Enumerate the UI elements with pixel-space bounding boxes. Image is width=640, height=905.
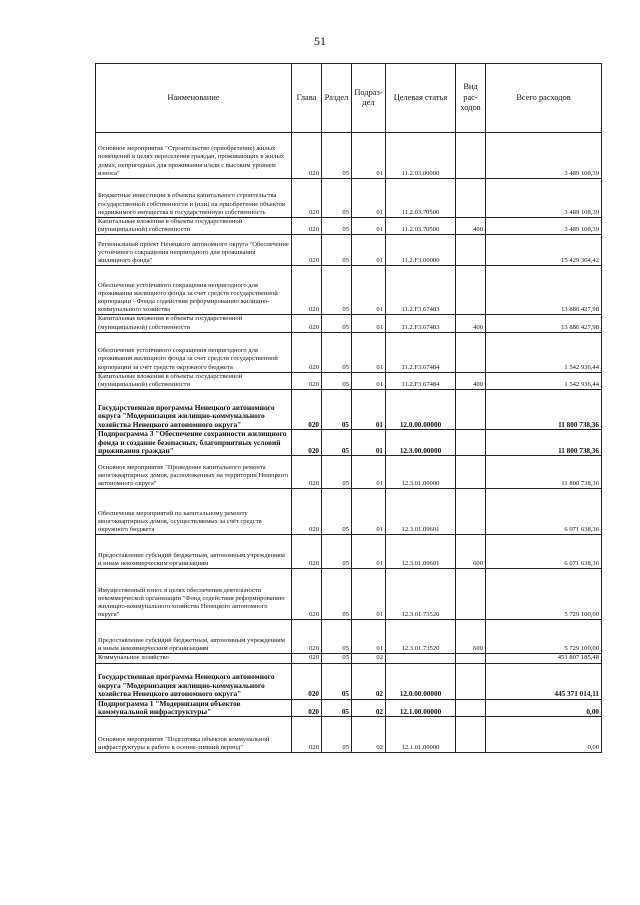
cell-target: 11.2.F3.67484 xyxy=(386,372,456,389)
table-row xyxy=(96,266,602,315)
cell-vid: 400 xyxy=(456,315,486,332)
cell-podrazdel: 01 xyxy=(352,332,386,372)
table-row xyxy=(96,535,602,569)
cell-razdel: 05 xyxy=(322,456,352,489)
cell-glava: 020 xyxy=(292,654,322,663)
cell-total: 3 489 108,39 xyxy=(486,218,602,235)
cell-target: 12.1.00.00000 xyxy=(386,699,456,717)
cell-razdel: 05 xyxy=(322,620,352,654)
cell-razdel: 05 xyxy=(322,569,352,620)
cell-podrazdel: 02 xyxy=(352,663,386,699)
cell-target: 12.3.01.00000 xyxy=(386,456,456,489)
cell-total: 445 371 014,11 xyxy=(486,663,602,699)
cell-razdel: 05 xyxy=(322,218,352,235)
cell-vid: 400 xyxy=(456,372,486,389)
cell-vid xyxy=(456,133,486,179)
cell-total: 1 542 936,44 xyxy=(486,372,602,389)
cell-podrazdel: 01 xyxy=(352,430,386,456)
table-row xyxy=(96,654,602,663)
cell-total: 11 800 738,36 xyxy=(486,456,602,489)
cell-total: 5 729 100,00 xyxy=(486,620,602,654)
table-row xyxy=(96,699,602,717)
cell-glava: 020 xyxy=(292,456,322,489)
cell-podrazdel: 01 xyxy=(352,569,386,620)
cell-total: 5 729 100,00 xyxy=(486,569,602,620)
cell-vid xyxy=(456,266,486,315)
cell-podrazdel: 01 xyxy=(352,620,386,654)
table-row xyxy=(96,489,602,535)
cell-podrazdel: 01 xyxy=(352,218,386,235)
cell-total: 13 886 427,98 xyxy=(486,266,602,315)
cell-vid xyxy=(456,699,486,717)
table-row xyxy=(96,569,602,620)
cell-name: Подпрограмма 1 "Модернизация объектов коммунальной инфраструктуры" xyxy=(96,699,292,717)
cell-glava: 020 xyxy=(292,235,322,266)
cell-glava: 020 xyxy=(292,489,322,535)
cell-podrazdel: 01 xyxy=(352,456,386,489)
cell-name: Подпрограмма 3 "Обеспечение сохранности жилищного фонда и создание безопасных, благоприятных условий проживания граждан" xyxy=(96,430,292,456)
cell-total: 6 071 638,36 xyxy=(486,489,602,535)
cell-name: Имущественный взнос в целях обеспечения деятельности некоммерческой организации "Фонд содействия реформированию жилищно-коммунального хозяйства Ненецкого автономного округа" xyxy=(96,569,292,620)
cell-total: 6 071 638,36 xyxy=(486,535,602,569)
table-row xyxy=(96,456,602,489)
cell-vid xyxy=(456,456,486,489)
cell-name: Капитальные вложения в объекты государственной (муниципальной) собственности xyxy=(96,218,292,235)
cell-podrazdel: 01 xyxy=(352,315,386,332)
cell-glava: 020 xyxy=(292,218,322,235)
cell-name: Коммунальное хозяйство xyxy=(96,654,292,663)
cell-razdel: 05 xyxy=(322,266,352,315)
table-row xyxy=(96,717,602,753)
table-row xyxy=(96,133,602,179)
cell-target: 11.2.F3.67483 xyxy=(386,315,456,332)
cell-glava: 020 xyxy=(292,332,322,372)
cell-name: Предоставление субсидий бюджетным, автономным учреждениям и иным некоммерческим организациям xyxy=(96,535,292,569)
cell-target: 12.3.01.09601 xyxy=(386,535,456,569)
cell-vid xyxy=(456,390,486,430)
cell-target: 12.0.00.00000 xyxy=(386,390,456,430)
cell-glava: 020 xyxy=(292,372,322,389)
cell-name: Основное мероприятие "Проведение капитального ремонта многоквартирных домов, расположенных на территории Ненецкого автономного округа" xyxy=(96,456,292,489)
cell-vid xyxy=(456,717,486,753)
cell-vid: 400 xyxy=(456,218,486,235)
cell-glava: 020 xyxy=(292,179,322,218)
cell-name: Капитальные вложения в объекты государственной (муниципальной) собственности xyxy=(96,372,292,389)
cell-target xyxy=(386,654,456,663)
cell-vid xyxy=(456,179,486,218)
cell-podrazdel: 02 xyxy=(352,699,386,717)
header-razdel: Раздел xyxy=(322,64,352,133)
cell-razdel: 05 xyxy=(322,133,352,179)
cell-glava: 020 xyxy=(292,535,322,569)
cell-target: 11.2.F3.67484 xyxy=(386,332,456,372)
cell-razdel: 05 xyxy=(322,372,352,389)
cell-glava: 020 xyxy=(292,663,322,699)
cell-target: 12.3.01.73520 xyxy=(386,620,456,654)
header-podrazdel: Подраз-дел xyxy=(352,64,386,133)
header-vid: Вид рас-ходов xyxy=(456,64,486,133)
header-total: Всего расходов xyxy=(486,64,602,133)
cell-name: Основное мероприятие "Подготовка объектов коммунальной инфраструктуры к работе в осенне-зимний период" xyxy=(96,717,292,753)
cell-vid xyxy=(456,235,486,266)
cell-podrazdel: 01 xyxy=(352,535,386,569)
table-row xyxy=(96,332,602,372)
cell-glava: 020 xyxy=(292,699,322,717)
cell-name: Обеспечение мероприятий по капитальному ремонту многоквартирных домов, осуществляемых за счёт средств окружного бюджета xyxy=(96,489,292,535)
cell-target: 11.2.03.70500 xyxy=(386,179,456,218)
cell-razdel: 05 xyxy=(322,315,352,332)
cell-podrazdel: 01 xyxy=(352,372,386,389)
cell-razdel: 05 xyxy=(322,535,352,569)
cell-total: 3 489 108,39 xyxy=(486,133,602,179)
cell-vid: 600 xyxy=(456,620,486,654)
cell-vid xyxy=(456,489,486,535)
cell-vid xyxy=(456,663,486,699)
cell-razdel: 05 xyxy=(322,663,352,699)
cell-razdel: 05 xyxy=(322,717,352,753)
table-row xyxy=(96,235,602,266)
cell-total: 11 800 738,36 xyxy=(486,430,602,456)
cell-total: 451 807 185,48 xyxy=(486,654,602,663)
cell-vid xyxy=(456,430,486,456)
table-row xyxy=(96,620,602,654)
cell-glava: 020 xyxy=(292,133,322,179)
cell-glava: 020 xyxy=(292,266,322,315)
budget-table xyxy=(95,63,602,753)
table-row xyxy=(96,218,602,235)
cell-target: 12.3.00.00000 xyxy=(386,430,456,456)
table-row xyxy=(96,179,602,218)
header-name: Наименование xyxy=(96,64,292,133)
cell-glava: 020 xyxy=(292,569,322,620)
cell-name: Предоставление субсидий бюджетным, автономным учреждениям и иным некоммерческим организациям xyxy=(96,620,292,654)
cell-vid xyxy=(456,332,486,372)
cell-name: Региональный проект Ненецкого автономного округа "Обеспечение устойчивого сокращения непригодного для проживания жилищного фонда" xyxy=(96,235,292,266)
table-row xyxy=(96,390,602,430)
cell-podrazdel: 01 xyxy=(352,266,386,315)
cell-name: Обеспечение устойчивого сокращения непригодного для проживания жилищного фонда за счет средств государственной корпорации - Фонда содействия реформированию жилищно-коммунального хозяйства xyxy=(96,266,292,315)
cell-razdel: 05 xyxy=(322,390,352,430)
cell-target: 11.2.03.00000 xyxy=(386,133,456,179)
cell-name: Капитальные вложения в объекты государственной (муниципальной) собственности xyxy=(96,315,292,332)
cell-name: Государственная программа Ненецкого автономного округа "Модернизация жилищно-коммунального хозяйства Ненецкого автономного округа" xyxy=(96,663,292,699)
cell-total: 11 800 738,36 xyxy=(486,390,602,430)
table-row xyxy=(96,663,602,699)
cell-total: 3 489 108,39 xyxy=(486,179,602,218)
cell-razdel: 05 xyxy=(322,430,352,456)
cell-podrazdel: 01 xyxy=(352,179,386,218)
cell-podrazdel: 01 xyxy=(352,235,386,266)
cell-name: Бюджетные инвестиции в объекты капитального строительства государственной собственности и (или) на приобретение объектов недвижимого имущества в государственную собственность xyxy=(96,179,292,218)
cell-target: 12.0.00.00000 xyxy=(386,663,456,699)
cell-podrazdel: 01 xyxy=(352,489,386,535)
cell-razdel: 05 xyxy=(322,699,352,717)
cell-glava: 020 xyxy=(292,717,322,753)
cell-target: 12.3.01.73520 xyxy=(386,569,456,620)
cell-podrazdel: 01 xyxy=(352,390,386,430)
cell-podrazdel: 02 xyxy=(352,717,386,753)
table-row xyxy=(96,315,602,332)
cell-name: Обеспечение устойчивого сокращения непригодного для проживания жилищного фонда за счет средств государственной корпорации за счёт средств окружного бюджета xyxy=(96,332,292,372)
cell-razdel: 05 xyxy=(322,489,352,535)
page-number: 51 xyxy=(314,34,326,48)
cell-total: 0,00 xyxy=(486,717,602,753)
table-row xyxy=(96,430,602,456)
cell-total: 15 429 364,42 xyxy=(486,235,602,266)
cell-glava: 020 xyxy=(292,620,322,654)
cell-razdel: 05 xyxy=(322,332,352,372)
cell-razdel: 05 xyxy=(322,235,352,266)
cell-total: 13 886 427,98 xyxy=(486,315,602,332)
table-row xyxy=(96,372,602,389)
table-body xyxy=(96,133,602,753)
table-header-row xyxy=(96,64,602,133)
cell-target: 11.2.F3.67483 xyxy=(386,266,456,315)
cell-podrazdel: 01 xyxy=(352,133,386,179)
cell-vid xyxy=(456,654,486,663)
cell-razdel: 05 xyxy=(322,654,352,663)
cell-vid xyxy=(456,569,486,620)
header-glava: Глава xyxy=(292,64,322,133)
cell-razdel: 05 xyxy=(322,179,352,218)
cell-podrazdel: 02 xyxy=(352,654,386,663)
cell-target: 11.2.F3.00000 xyxy=(386,235,456,266)
cell-vid: 600 xyxy=(456,535,486,569)
cell-target: 12.3.01.09601 xyxy=(386,489,456,535)
cell-glava: 020 xyxy=(292,430,322,456)
cell-glava: 020 xyxy=(292,315,322,332)
cell-glava: 020 xyxy=(292,390,322,430)
cell-target: 11.2.03.70500 xyxy=(386,218,456,235)
cell-name: Государственная программа Ненецкого автономного округа "Модернизация жилищно-коммунального хозяйства Ненецкого автономного округа" xyxy=(96,390,292,430)
cell-name: Основное мероприятие "Строительство (приобретение) жилых помещений в целях переселения граждан, проживающих в жилых домах, непригодных для проживания и/или с высоким уровнем износа" xyxy=(96,133,292,179)
cell-total: 1 542 936,44 xyxy=(486,332,602,372)
cell-target: 12.1.01.00000 xyxy=(386,717,456,753)
cell-total: 0,00 xyxy=(486,699,602,717)
header-target: Целевая статья xyxy=(386,64,456,133)
